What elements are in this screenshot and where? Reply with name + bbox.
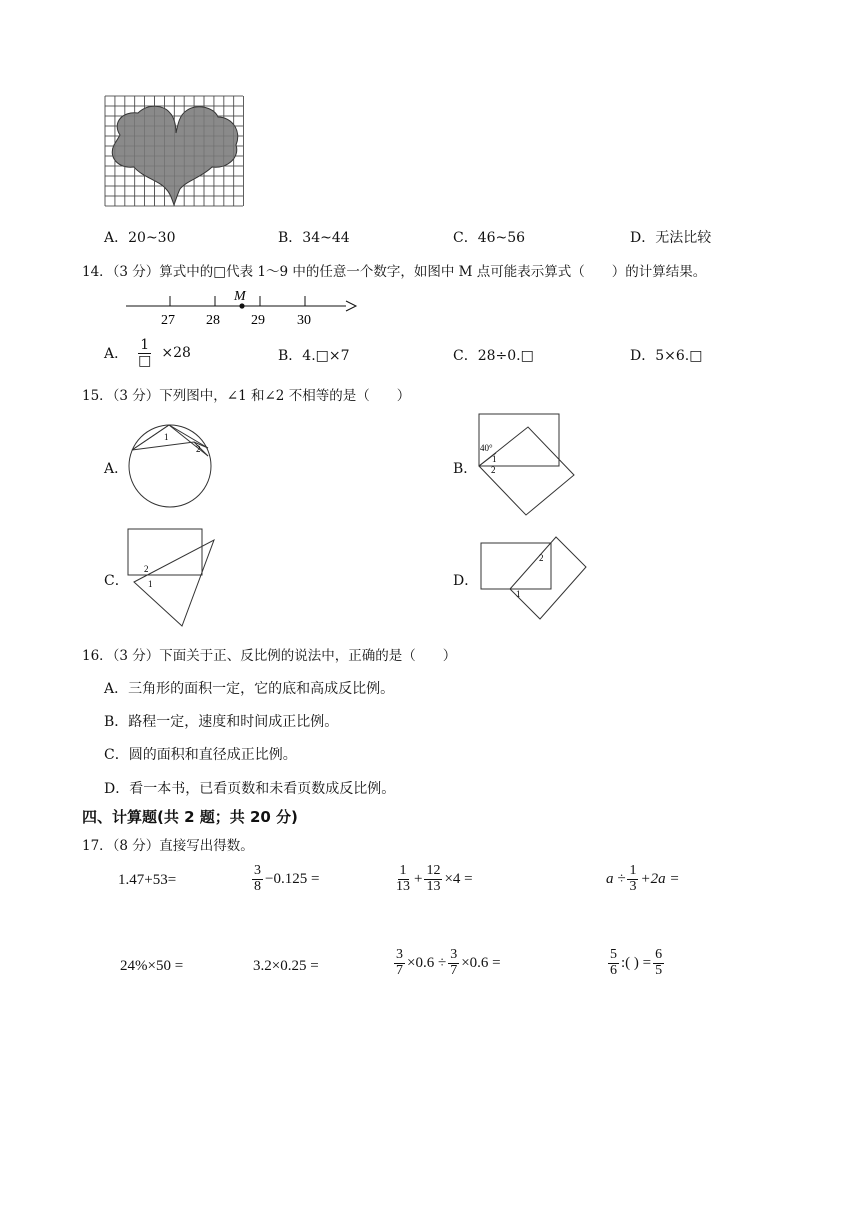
svg-text:27: 27 bbox=[161, 313, 175, 328]
q14-option-b[interactable]: B．4.□×7 bbox=[278, 348, 350, 364]
q15-option-d[interactable]: D． bbox=[453, 573, 479, 589]
expr-4: a ÷ $\frac{1}{3}$ +2a = bbox=[606, 863, 680, 894]
svg-text:2: 2 bbox=[539, 553, 544, 563]
rect-d-figure bbox=[478, 533, 590, 625]
q15-option-a[interactable]: A． bbox=[104, 461, 129, 477]
expr-6: 3.2×0.25 = bbox=[253, 958, 319, 974]
q14-option-d[interactable]: D．5×6.□ bbox=[630, 348, 703, 364]
q15-option-c[interactable]: C． bbox=[104, 573, 129, 589]
svg-text:1: 1 bbox=[516, 589, 521, 599]
rect-c-figure bbox=[124, 526, 220, 628]
expr-7: $\frac{3}{7}$ ×0.6 ÷ $\frac{3}{7}$ ×0.6 = bbox=[396, 947, 501, 978]
expr-1: 1.47+53= bbox=[118, 872, 177, 888]
svg-text:28: 28 bbox=[206, 313, 220, 328]
q14-option-a[interactable]: A． $\frac{1}{□}$ ×28 bbox=[104, 337, 191, 369]
q14-stem: 14．（3 分）算式中的□代表 1～9 中的任意一个数字，如图中 M 点可能表示算式（ ）的计算结果。 bbox=[82, 264, 707, 280]
q13-option-b[interactable]: B．34~44 bbox=[278, 230, 350, 246]
expr-5: 24%×50 = bbox=[120, 958, 184, 974]
svg-text:2: 2 bbox=[196, 444, 201, 454]
q16-stem: 16．（3 分）下面关于正、反比例的说法中，正确的是（ ） bbox=[82, 648, 457, 664]
svg-text:M: M bbox=[234, 289, 246, 304]
leaf-grid-figure bbox=[104, 95, 244, 207]
q14-option-c[interactable]: C．28÷0.□ bbox=[453, 348, 534, 364]
number-line bbox=[120, 284, 360, 330]
q16-option-a[interactable]: A．三角形的面积一定，它的底和高成反比例。 bbox=[104, 681, 395, 697]
q15-option-b[interactable]: B． bbox=[453, 461, 478, 477]
q17-stem: 17．（8 分）直接写出得数。 bbox=[82, 838, 254, 854]
svg-text:1: 1 bbox=[148, 579, 153, 589]
q16-option-d[interactable]: D．看一本书，已看页数和未看页数成反比例。 bbox=[104, 781, 396, 797]
expr-8: $\frac{5}{6}$ :( ) = $\frac{6}{5}$ bbox=[610, 947, 663, 978]
svg-text:2: 2 bbox=[491, 465, 496, 475]
q13-option-d[interactable]: D．无法比较 bbox=[630, 230, 712, 246]
rect-b-figure bbox=[476, 411, 580, 519]
q13-option-a[interactable]: A．20~30 bbox=[104, 230, 176, 246]
circle-figure bbox=[124, 420, 216, 510]
expr-2: $\frac{3}{8}$ −0.125 = bbox=[254, 863, 320, 894]
svg-text:30: 30 bbox=[297, 313, 311, 328]
q16-option-c[interactable]: C．圆的面积和直径成正比例。 bbox=[104, 747, 297, 763]
q13-option-c[interactable]: C．46~56 bbox=[453, 230, 526, 246]
expr-3: $\frac{1}{13}$ + $\frac{12}{13}$ ×4 = bbox=[396, 863, 473, 894]
svg-text:1: 1 bbox=[492, 454, 497, 464]
svg-text:1: 1 bbox=[164, 432, 169, 442]
q16-option-b[interactable]: B．路程一定，速度和时间成正比例。 bbox=[104, 714, 339, 730]
point-m bbox=[239, 303, 244, 308]
svg-text:29: 29 bbox=[251, 313, 265, 328]
svg-text:40°: 40° bbox=[480, 443, 493, 453]
q15-stem: 15．（3 分）下列图中，∠1 和∠2 不相等的是（ ） bbox=[82, 388, 411, 404]
section-title: 四、计算题(共 2 题；共 20 分) bbox=[82, 808, 298, 826]
svg-text:2: 2 bbox=[144, 564, 149, 574]
